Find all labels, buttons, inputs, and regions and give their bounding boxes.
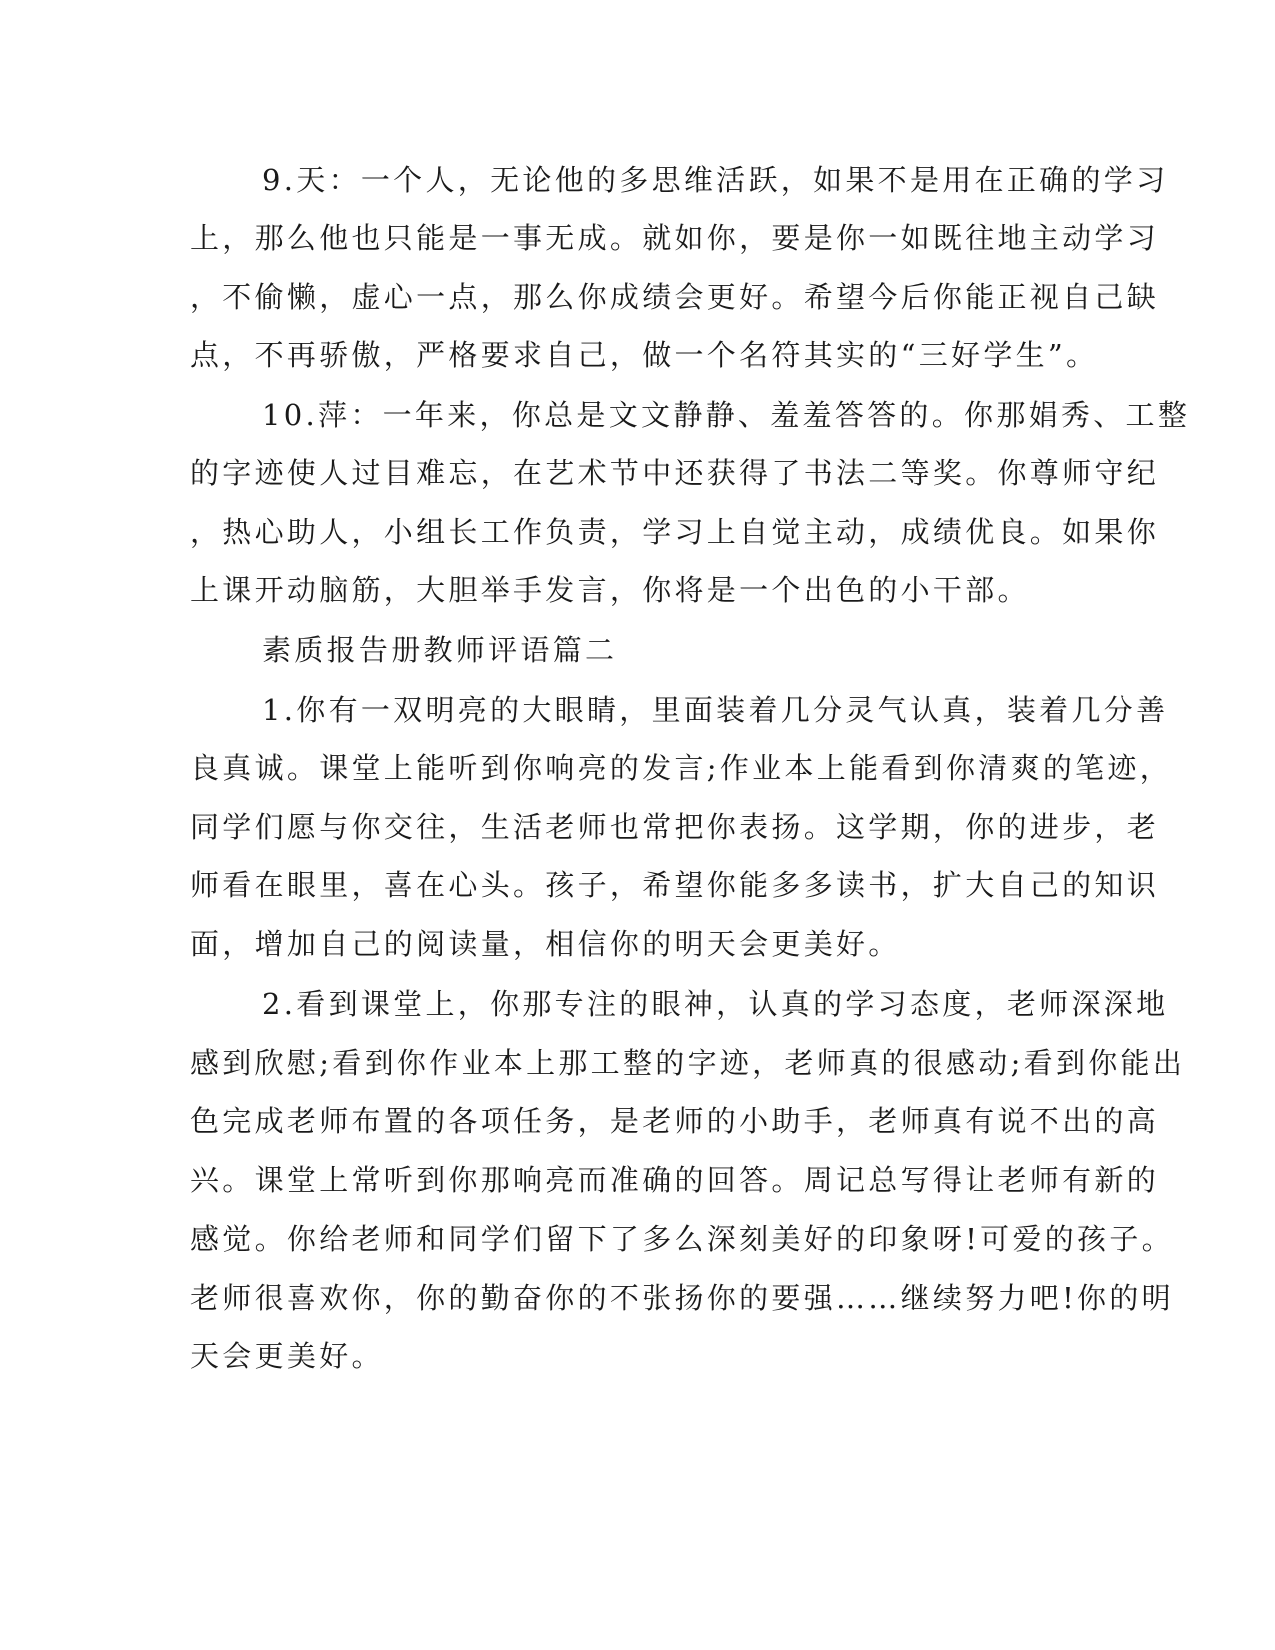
paragraph-2-line-1: 2.看到课堂上，你那专注的眼神，认真的学习态度，老师深深地 — [262, 987, 1169, 1021]
paragraph-2-line-2: 感到欣慰;看到你作业本上那工整的字迹，老师真的很感动;看到你能出 — [190, 1046, 1186, 1080]
paragraph-2-line-5: 感觉。你给老师和同学们留下了多么深刻美好的印象呀!可爱的孩子。 — [190, 1222, 1174, 1256]
paragraph-1-line-3: 同学们愿与你交往，生活老师也常把你表扬。这学期，你的进步，老 — [190, 810, 1160, 844]
paragraph-10-line-4: 上课开动脑筋，大胆举手发言，你将是一个出色的小干部。 — [190, 573, 1030, 607]
paragraph-9-line-3: ，不偷懒，虚心一点，那么你成绩会更好。希望今后你能正视自己缺 — [190, 280, 1160, 314]
paragraph-2-line-6: 老师很喜欢你，你的勤奋你的不张扬你的要强……继续努力吧!你的明 — [190, 1281, 1174, 1315]
paragraph-1-line-5: 面，增加自己的阅读量，相信你的明天会更美好。 — [190, 927, 901, 961]
paragraph-2-line-4: 兴。课堂上常听到你那响亮而准确的回答。周记总写得让老师有新的 — [190, 1163, 1160, 1197]
paragraph-1-line-1: 1.你有一双明亮的大眼睛，里面装着几分灵气认真，装着几分善 — [262, 693, 1169, 727]
paragraph-1-line-4: 师看在眼里，喜在心头。孩子，希望你能多多读书，扩大自己的知识 — [190, 868, 1160, 902]
paragraph-10-line-3: ，热心助人，小组长工作负责，学习上自觉主动，成绩优良。如果你 — [190, 515, 1160, 549]
section-heading: 素质报告册教师评语篇二 — [262, 633, 618, 667]
paragraph-9-line-4: 点，不再骄傲，严格要求自己，做一个名符其实的“三好学生”。 — [190, 338, 1099, 372]
paragraph-9-line-2: 上，那么他也只能是一事无成。就如你，要是你一如既往地主动学习 — [190, 221, 1160, 255]
paragraph-2-line-7: 天会更美好。 — [190, 1339, 384, 1373]
paragraph-2-line-3: 色完成老师布置的各项任务，是老师的小助手，老师真有说不出的高 — [190, 1104, 1160, 1138]
paragraph-10-line-2: 的字迹使人过目难忘，在艺术节中还获得了书法二等奖。你尊师守纪 — [190, 456, 1160, 490]
paragraph-1-line-2: 良真诚。课堂上能听到你响亮的发言;作业本上能看到你清爽的笔迹， — [190, 751, 1173, 785]
paragraph-10-line-1: 10.萍：一年来，你总是文文静静、羞羞答答的。你那娟秀、工整 — [262, 398, 1191, 432]
paragraph-9-line-1: 9.天：一个人，无论他的多思维活跃，如果不是用在正确的学习 — [262, 163, 1169, 197]
